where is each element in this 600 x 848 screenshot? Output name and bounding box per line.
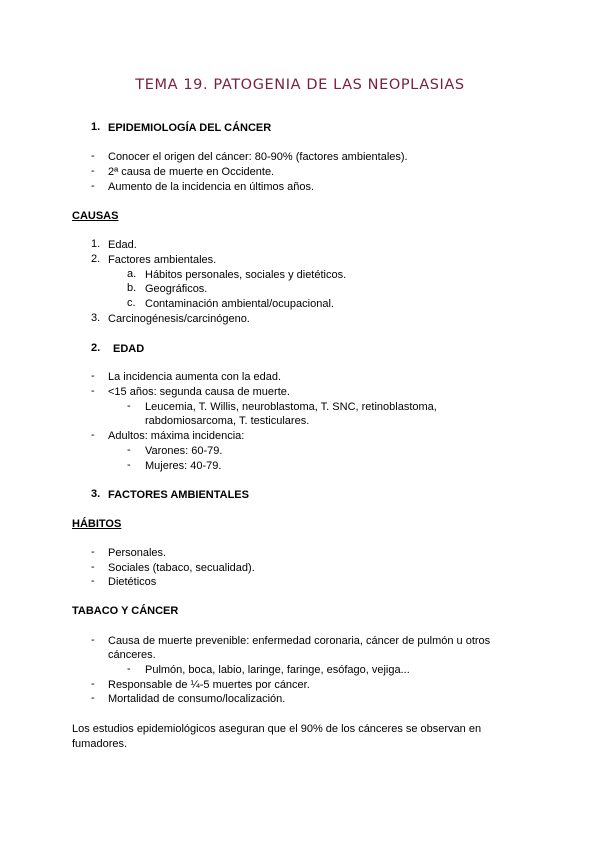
bullet-dash: - xyxy=(91,150,95,162)
bullet-dash: - xyxy=(91,370,95,382)
list-item: Adultos: máxima incidencia: xyxy=(108,430,245,442)
bullet-dash: - xyxy=(91,692,95,704)
bullet-dash: - xyxy=(91,180,95,192)
section3-heading: FACTORES AMBIENTALES xyxy=(108,489,249,501)
list-item: Edad. xyxy=(108,239,137,251)
list-marker: c. xyxy=(127,297,136,309)
list-item: Mortalidad de consumo/localización. xyxy=(108,693,286,705)
list-item: Carcinogénesis/carcinógeno. xyxy=(108,313,250,325)
list-item: 2ª causa de muerte en Occidente. xyxy=(108,166,275,178)
bullet-dash: - xyxy=(91,561,95,573)
closing-paragraph-line: Los estudios epidemiológicos aseguran que el 90% de los cánceres se observan en xyxy=(72,723,482,735)
list-marker: 3. xyxy=(91,312,101,324)
list-item-continuation: rabdomiosarcoma, T. testiculares. xyxy=(145,415,310,427)
bullet-dash: - xyxy=(91,678,95,690)
bullet-dash: - xyxy=(127,663,131,675)
list-item: Hábitos personales, sociales y dietéticos. xyxy=(145,269,347,281)
list-marker: 1. xyxy=(91,238,101,250)
list-item: Contaminación ambiental/ocupacional. xyxy=(145,298,334,310)
bullet-dash: - xyxy=(127,459,131,471)
list-item: Sociales (tabaco, secualidad). xyxy=(108,562,255,574)
section2-number: 2. xyxy=(91,342,101,354)
section3-number: 3. xyxy=(91,488,101,500)
closing-paragraph-line: fumadores. xyxy=(72,738,128,750)
page-title: TEMA 19. PATOGENIA DE LAS NEOPLASIAS xyxy=(135,77,465,93)
bullet-dash: - xyxy=(91,165,95,177)
list-item-continuation: cánceres. xyxy=(108,649,156,661)
list-marker: 2. xyxy=(91,253,101,265)
list-item: Geográficos. xyxy=(145,283,208,295)
list-item: Factores ambientales. xyxy=(108,254,217,266)
habitos-heading: HÁBITOS xyxy=(72,518,122,530)
tabaco-heading: TABACO Y CÁNCER xyxy=(72,605,179,617)
list-item: La incidencia aumenta con la edad. xyxy=(108,371,282,383)
list-item: Responsable de ¼-5 muertes por cáncer. xyxy=(108,679,310,691)
list-item: Aumento de la incidencia en últimos años. xyxy=(108,181,315,193)
bullet-dash: - xyxy=(127,400,131,412)
list-item: <15 años: segunda causa de muerte. xyxy=(108,386,290,398)
list-item: Personales. xyxy=(108,547,167,559)
causas-heading: CAUSAS xyxy=(72,210,119,222)
list-marker: b. xyxy=(127,282,137,294)
list-item: Dietéticos xyxy=(108,576,157,588)
bullet-dash: - xyxy=(91,429,95,441)
section1-number: 1. xyxy=(91,121,101,133)
bullet-dash: - xyxy=(91,385,95,397)
section1-heading: EPIDEMIOLOGÍA DEL CÁNCER xyxy=(108,122,272,134)
list-item: Mujeres: 40-79. xyxy=(145,460,222,472)
bullet-dash: - xyxy=(91,546,95,558)
list-marker: a. xyxy=(127,268,137,280)
section2-heading: EDAD xyxy=(113,343,145,355)
bullet-dash: - xyxy=(91,575,95,587)
list-item: Varones: 60-79. xyxy=(145,445,223,457)
list-item: Conocer el origen del cáncer: 80-90% (factores ambientales). xyxy=(108,151,408,163)
list-item: Pulmón, boca, labio, laringe, faringe, esófago, vejiga... xyxy=(145,664,410,676)
list-item: Leucemia, T. Willis, neuroblastoma, T. SNC, retinoblastoma, xyxy=(145,401,437,413)
list-item: Causa de muerte prevenible: enfermedad coronaria, cáncer de pulmón u otros xyxy=(108,635,491,647)
bullet-dash: - xyxy=(91,634,95,646)
bullet-dash: - xyxy=(127,444,131,456)
